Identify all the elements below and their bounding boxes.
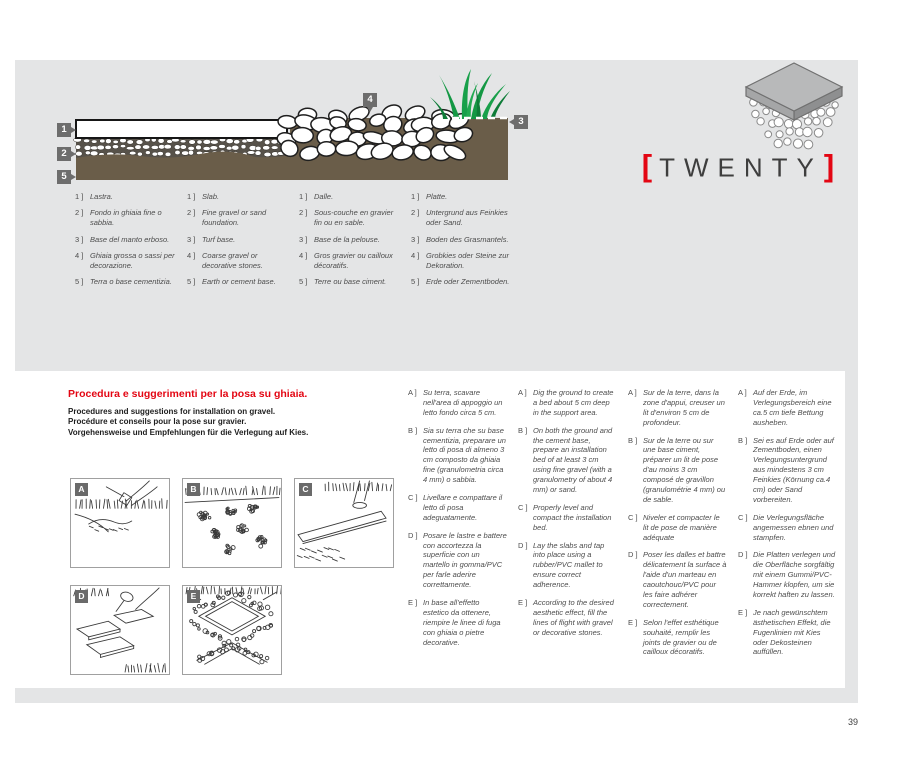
legend-item: 1 ] Dalle.: [299, 192, 334, 201]
legend-item: 1 ] Platte.: [411, 192, 448, 201]
step-item: D ] Lay the slabs and tap into place using a rubber/PVC mallet to ensure correct adherence.: [518, 540, 605, 590]
thumbnail-e: [182, 585, 282, 675]
legend-item: 5 ] Erde oder Zementboden.: [411, 277, 510, 287]
legend-item: 2 ] Fondo in ghiaia fine o sabbia.: [75, 208, 162, 228]
subtitle-english: Procedures and suggestions for installation on gravel.: [68, 407, 276, 416]
legend-item: 5 ] Earth or cement base.: [187, 277, 276, 287]
legend-item: 4 ] Ghiaia grossa o sassi per decorazione.: [75, 251, 175, 270]
step-item: C ] Livellare e compattare il letto di posa adeguatamente.: [408, 493, 503, 522]
marker-3: 3: [514, 115, 528, 129]
tile-cross-section-illustration: [742, 60, 846, 154]
legend-column-italian: [75, 192, 175, 294]
grass-illustration: [430, 69, 510, 119]
step-item: C ] Properly level and compact the installation bed.: [518, 502, 612, 532]
legend-column-french: [299, 192, 399, 294]
steps-column-italian: [408, 388, 507, 665]
legend-item: 3 ] Boden des Grasmantels.: [411, 234, 509, 244]
step-item: E ] According to the desired aesthetic effect, fill the lines of flight with gravel or decorative stones.: [518, 598, 614, 637]
step-item: E ] In base all'effetto estetico da ottenere, riempire le linee di fuga con ghiaia o pietre decorative.: [408, 598, 501, 647]
marker-4: 4: [363, 93, 377, 107]
marker-2: 2: [57, 147, 71, 161]
step-item: C ] Die Verlegungsfläche angemessen ebnen und stampfen.: [738, 512, 834, 542]
bracket-left-icon: [: [641, 148, 653, 183]
thumbnail-label: B: [187, 483, 200, 496]
step-item: A ] Dig the ground to create a bed about 5 cm deep in the support area.: [518, 388, 614, 417]
legend-item: 5 ] Terra o base cementizia.: [75, 277, 172, 287]
legend-item: 2 ] Sous-couche en gravier fin ou en sable.: [299, 208, 394, 228]
bracket-right-icon: ]: [823, 148, 835, 183]
steps-column-french: [628, 388, 727, 665]
thumbnail-d: [70, 585, 170, 675]
legend-item: 2 ] Fine gravel or sand foundation.: [187, 208, 267, 228]
step-item: D ] Poser les dalles et battre délicatement la surface à l'aide d'un marteau en caoutchouc/PVC pour les faire adhérer correctement.: [628, 550, 727, 609]
steps-column-german: [738, 388, 837, 665]
installation-cross-section: [40, 65, 540, 190]
step-item: D ] Die Platten verlegen und die Oberfläche sorgfältig mit einem Gummi/PVC-Hammer klopfen, um sie korrekt haften zu lassen.: [738, 550, 836, 600]
step-item: D ] Posare le lastre e battere con accortezza la superficie con un martello in gomma/PVC per farle aderire correttamente.: [408, 530, 507, 590]
marker-1: 1: [57, 123, 71, 137]
step-item: E ] Je nach gewünschtem ästhetischen Effekt, die Fugenlinien mit Kies oder Dekosteinen auffüllen.: [738, 607, 831, 657]
legend-column-english: [187, 192, 287, 294]
procedure-title: Procedura e suggerimenti per la posa su ghiaia.: [68, 388, 308, 400]
subtitle-german: Vorgehensweise und Empfehlungen für die Verlegung auf Kies.: [68, 427, 309, 437]
slab-layer: [76, 120, 287, 138]
legend-item: 1 ] Slab.: [187, 192, 220, 201]
procedure-subtitles: [68, 407, 308, 438]
page-number: 39: [848, 717, 859, 727]
legend-column-german: [411, 192, 511, 294]
step-item: B ] Sur de la terre ou sur une base ciment, préparer un lit de pose d'au moins 3 cm composé de gravillon (granulométrie 4 mm) ou de sable.: [628, 435, 726, 504]
marker-5: 5: [57, 170, 71, 184]
legend-item: 4 ] Gros gravier ou cailloux décoratifs.: [299, 251, 393, 270]
step-item: A ] Sur de la terre, dans la zone d'appui, creuser un lit d'environ 5 cm de profondeur.: [628, 388, 725, 427]
thumbnail-label: E: [187, 590, 200, 603]
legend-item: 2 ] Untergrund aus Feinkies oder Sand.: [411, 208, 508, 228]
step-item: C ] Niveler et compacter le lit de pose de manière adéquate: [628, 512, 720, 542]
thumbnail-b: [182, 478, 282, 568]
legend-item: 3 ] Turf base.: [187, 234, 236, 244]
legend-item: 1 ] Lastra.: [75, 192, 113, 201]
coarse-gravel-heap: [276, 102, 475, 163]
step-item: B ] On both the ground and the cement base, prepare an installation bed of at least 3 cm using fine gravel (with a granulometry of about 4 mm) or sand.: [518, 425, 613, 495]
legend-item: 4 ] Coarse gravel or decorative stones.: [187, 251, 263, 270]
legend-item: 5 ] Terre ou base ciment.: [299, 277, 387, 287]
thumbnail-label: A: [75, 483, 88, 496]
legend-item: 3 ] Base de la pelouse.: [299, 234, 380, 244]
thumbnail-a: [70, 478, 170, 568]
thumbnail-label: D: [75, 590, 88, 603]
step-item: E ] Selon l'effet esthétique souhaité, remplir les joints de gravier ou de cailloux décoratifs.: [628, 617, 719, 657]
diagram-legend: [75, 192, 511, 294]
step-item: A ] Su terra, scavare nell'area di appoggio un letto fondo circa 5 cm.: [408, 388, 503, 417]
legend-item: 4 ] Grobkies oder Steine zur Dekoration.: [411, 251, 509, 270]
steps-column-english: [518, 388, 617, 665]
procedure-thumbnails: [70, 478, 394, 675]
thumbnail-label: C: [299, 483, 312, 496]
procedure-steps: [408, 388, 837, 665]
step-item: B ] Sei es auf Erde oder auf Zementboden, einen Verlegungsuntergrund aus mindestens 3 cm Feinkies (Körnung ca.4 cm) oder Sand vorbereiten.: [738, 435, 834, 504]
step-item: A ] Auf der Erde, im Verlegungsbereich eine ca.5 cm tiefe Bettung ausheben.: [738, 388, 832, 427]
brand-wordmark: [616, 150, 860, 186]
step-item: B ] Sia su terra che su base cementizia, preparare un letto di posa di almeno 3 cm composto da ghiaia fine (granulometria circa 4 mm) o sabbia.: [408, 425, 506, 485]
brand-name: TWENTY: [659, 152, 823, 183]
thumbnail-c: [294, 478, 394, 568]
legend-item: 3 ] Base del manto erboso.: [75, 234, 170, 244]
subtitle-french: Procédure et conseils pour la pose sur gravier.: [68, 417, 247, 427]
